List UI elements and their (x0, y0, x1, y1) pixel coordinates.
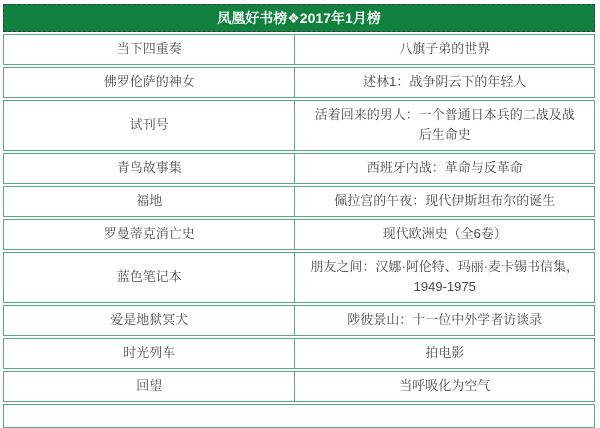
book-cell-left: 罗曼蒂克消亡史 (4, 220, 295, 249)
table-row (3, 371, 595, 402)
book-cell-right: 西班牙内战：革命与反革命 (366, 160, 523, 176)
table-body (3, 34, 595, 428)
table-row-partial (3, 404, 595, 428)
book-cell-left: 爱是地狱冥犬 (4, 306, 295, 335)
book-cell-right: 拍电影 (425, 344, 465, 360)
book-cell-right: 活着回来的男人：一个普通日本兵的二战及战后生命史 (314, 106, 575, 143)
book-cell-right: 陟彼景山：十一位中外学者访谈录 (347, 312, 543, 328)
book-cell-right: 当呼吸化为空气 (399, 377, 491, 393)
book-cell-right: 佩拉宫的午夜：现代伊斯坦布尔的诞生 (334, 192, 556, 208)
book-cell-right: 八旗子弟的世界 (399, 41, 491, 56)
table-title-bar (3, 4, 595, 32)
table-title: 凤凰好书榜❖2017年1月榜 (217, 10, 381, 26)
table-row (3, 252, 595, 304)
book-cell-right: 朋友之间：汉娜·阿伦特、玛丽·麦卡锡书信集，1949-1975 (310, 258, 580, 295)
table-row (3, 100, 595, 152)
book-cell-left: 回望 (4, 372, 295, 401)
empty-cell (4, 405, 594, 427)
table-row (3, 186, 595, 217)
table-row (3, 67, 595, 98)
book-cell-left: 福地 (4, 187, 295, 216)
table-row (3, 305, 595, 336)
table-row (3, 219, 595, 250)
book-cell-right: 述林1：战争阴云下的年轻人 (363, 73, 527, 89)
table-row (3, 153, 595, 184)
book-cell-left: 佛罗伦萨的神女 (4, 68, 295, 97)
book-cell-right: 现代欧洲史（全6卷） (382, 225, 507, 241)
table-row (3, 338, 595, 369)
book-list-table (3, 4, 595, 428)
book-cell-left: 试刊号 (4, 101, 295, 151)
book-cell-left: 蓝色笔记本 (4, 253, 295, 303)
book-cell-left: 青鸟故事集 (4, 154, 295, 183)
book-cell-left: 时光列车 (4, 339, 295, 368)
book-cell-left: 当下四重奏 (4, 35, 295, 64)
table-row (3, 34, 595, 65)
